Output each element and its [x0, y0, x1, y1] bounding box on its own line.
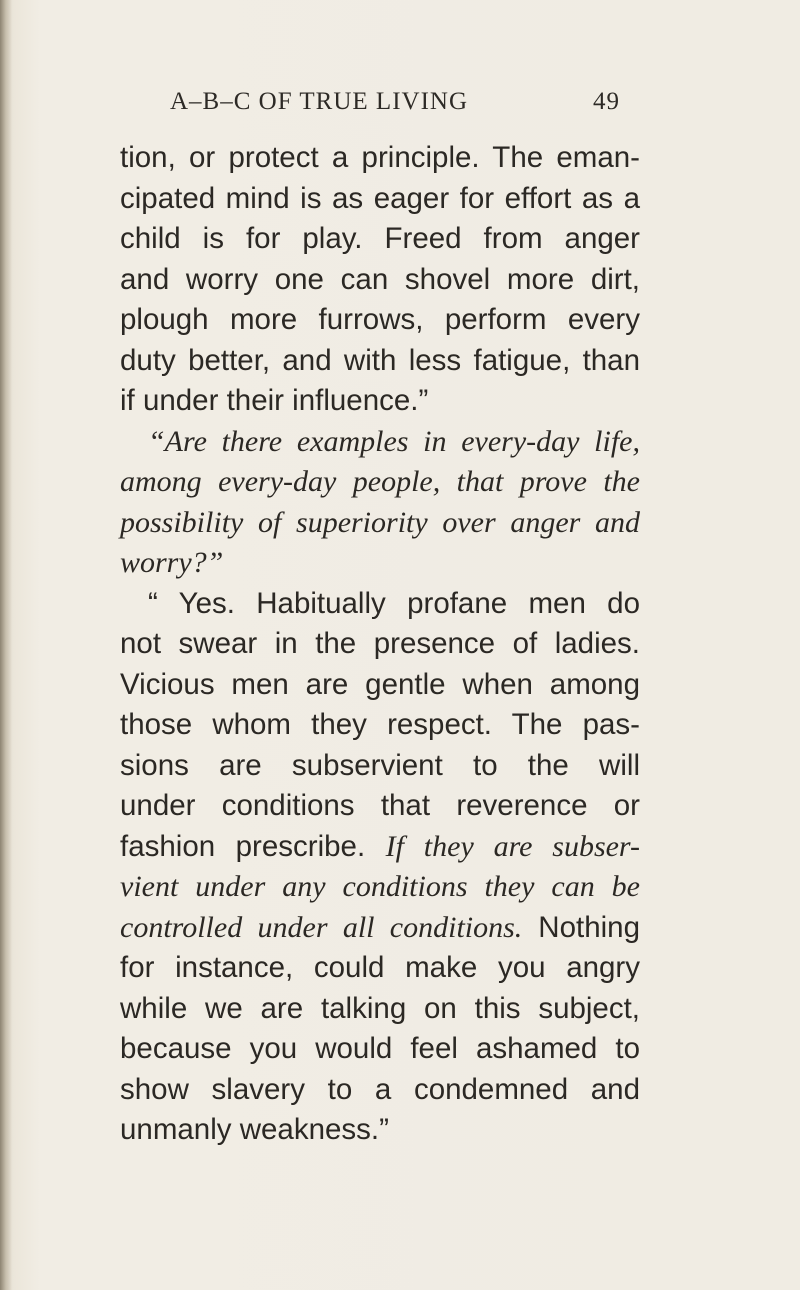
text-line: for instance, could make you angry	[120, 951, 640, 984]
text-line: controlled under all conditions. Nothing	[120, 910, 640, 944]
italic-question-line: worry?”	[120, 546, 224, 579]
text-line: while we are talking on this subject,	[120, 991, 640, 1025]
text-line: unmanly weakness.”	[120, 1113, 389, 1146]
text-line: show slavery to a condemned and	[120, 1072, 640, 1106]
page-gutter-shadow	[0, 0, 12, 1290]
text-line: cipated mind is as eager for effort as a	[120, 181, 640, 215]
running-title: A–B–C OF TRUE LIVING	[170, 88, 469, 115]
text-line: if under their influence.”	[120, 384, 429, 417]
text-line: those whom they respect. The pas-	[120, 708, 640, 741]
text-line: under conditions that reverence or	[120, 789, 640, 822]
text-line: and worry one can shovel more dirt,	[120, 262, 640, 296]
italic-phrase-line: vient under any conditions they can be	[120, 870, 640, 903]
text-line: because you would feel ashamed to	[120, 1032, 640, 1065]
italic-question-line: among every-day people, that prove the	[120, 465, 640, 498]
text-line: Vicious men are gentle when among	[120, 667, 640, 701]
text-line: sions are subservient to the will	[120, 748, 640, 782]
page-number: 49	[593, 88, 620, 115]
body-text	[120, 138, 640, 1151]
page-header	[170, 88, 640, 120]
text-line: tion, or protect a principle. The eman-	[120, 141, 640, 174]
text-line: “ Yes. Habitually profane men do	[148, 586, 640, 620]
text-line: not swear in the presence of ladies.	[120, 627, 640, 660]
text-line: fashion prescribe. If they are subser-	[120, 829, 640, 863]
italic-question-line: possibility of superiority over anger and	[120, 505, 640, 539]
italic-phrase: If they are subser-	[385, 829, 640, 863]
italic-question-line: “Are there examples in every-day life,	[148, 424, 640, 458]
text-line: plough more furrows, perform every	[120, 303, 640, 336]
text-line: child is for play. Freed from anger	[120, 222, 640, 255]
text-line: duty better, and with less fatigue, than	[120, 343, 640, 377]
italic-phrase: controlled under all conditions.	[120, 910, 523, 944]
